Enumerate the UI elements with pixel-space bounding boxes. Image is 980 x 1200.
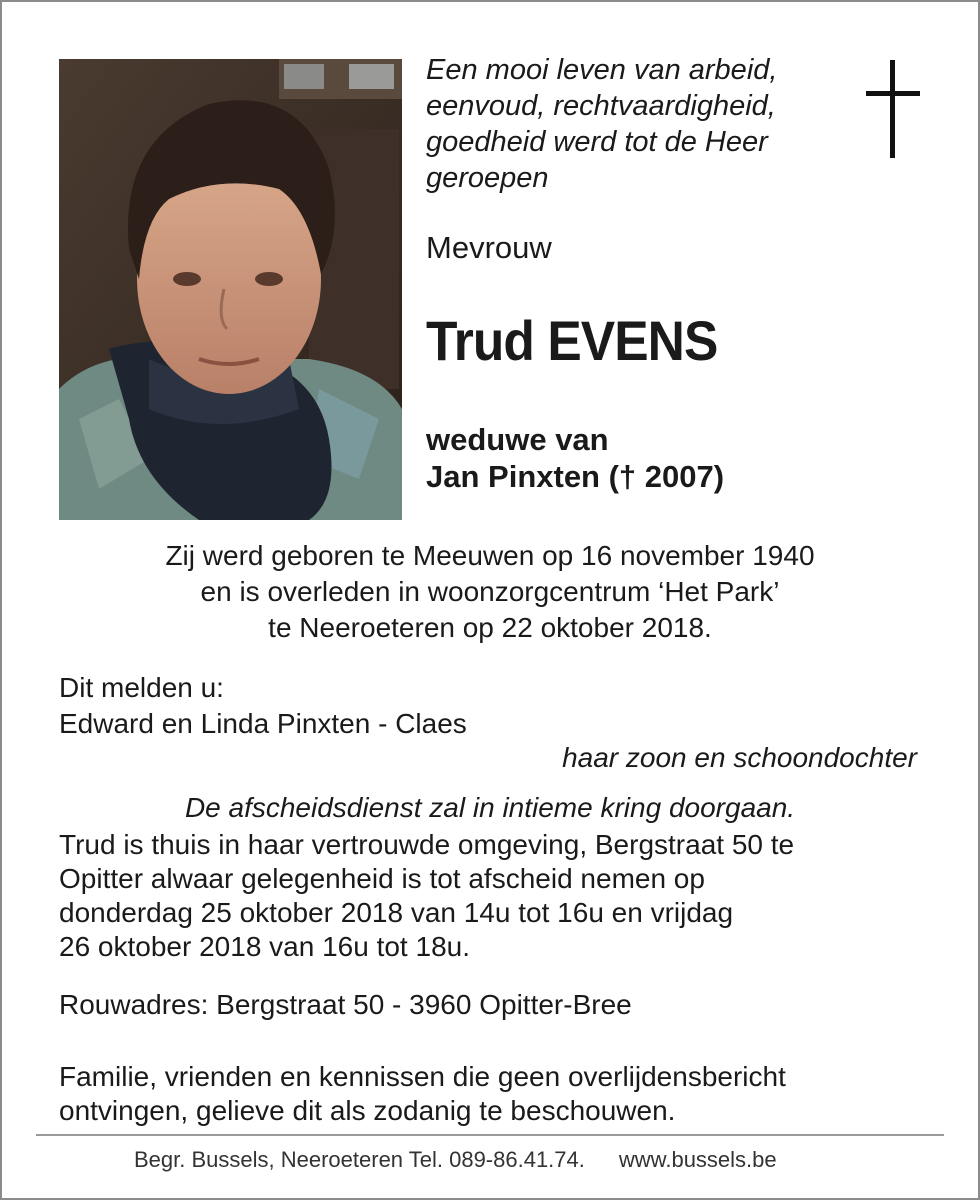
birth-death-info (59, 538, 921, 646)
portrait-photo (59, 59, 402, 520)
latin-cross-icon (864, 60, 924, 163)
visitation-line: Opitter alwaar gelegenheid is tot afscheid nemen op (59, 863, 705, 894)
mourning-address: Rouwadres: Bergstraat 50 - 3960 Opitter-Bree (59, 989, 632, 1020)
family-note (59, 1060, 786, 1128)
birth-death-line: en is overleden in woonzorgcentrum ‘Het Park’ (200, 576, 780, 607)
service-note: De afscheidsdienst zal in intieme kring doorgaan. (184, 792, 796, 823)
announcement-intro: Dit melden u: (59, 672, 224, 703)
footer (134, 1147, 777, 1173)
deceased-name: Trud EVENS (426, 309, 718, 372)
widow-label: weduwe van (426, 422, 609, 457)
salutation: Mevrouw (426, 230, 552, 265)
birth-death-line: Zij werd geboren te Meeuwen op 16 november 1940 (165, 540, 815, 571)
website-link[interactable]: www.bussels.be (618, 1147, 777, 1172)
widow-of (426, 421, 724, 495)
spouse-name: Jan Pinxten († 2007) (426, 459, 725, 494)
announcement-names: Edward en Linda Pinxten - Claes (59, 708, 467, 739)
undertaker-info: Begr. Bussels, Neeroeteren Tel. 089-86.41.74. (134, 1147, 585, 1172)
visitation-info (59, 828, 939, 964)
announcement-relation: haar zoon en schoondochter (562, 742, 917, 773)
visitation-line: 26 oktober 2018 van 16u tot 18u. (59, 931, 470, 962)
quote-line: Een mooi leven van arbeid, (426, 54, 778, 86)
visitation-line: Trud is thuis in haar vertrouwde omgeving, Bergstraat 50 te (59, 829, 795, 860)
quote-line: eenvoud, rechtvaardigheid, (426, 90, 776, 122)
memorial-quote (426, 52, 846, 196)
family-note-line: Familie, vrienden en kennissen die geen overlijdensbericht (59, 1061, 786, 1092)
quote-line: goedheid werd tot de Heer (426, 126, 768, 158)
footer-divider (36, 1134, 944, 1136)
announcement (59, 670, 467, 742)
family-note-line: ontvingen, gelieve dit als zodanig te beschouwen. (59, 1095, 676, 1126)
birth-death-line: te Neeroeteren op 22 oktober 2018. (268, 612, 712, 643)
quote-line: geroepen (426, 162, 549, 194)
visitation-line: donderdag 25 oktober 2018 van 14u tot 16u en vrijdag (59, 897, 734, 928)
